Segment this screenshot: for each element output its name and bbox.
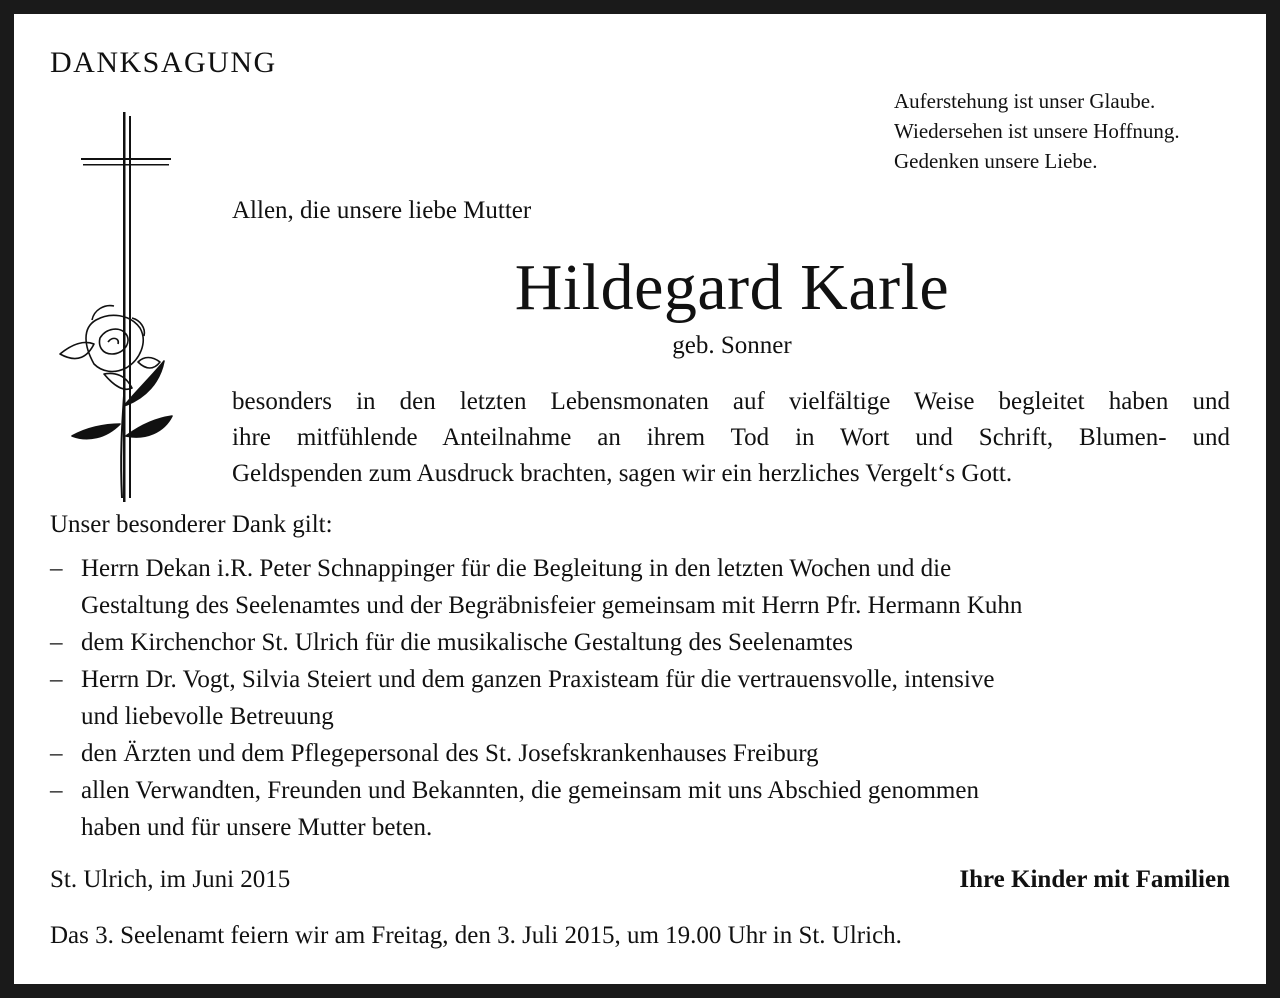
- motto: [894, 86, 1180, 176]
- list-item-line: und liebevolle Betreuung: [81, 703, 334, 730]
- signature: Ihre Kinder mit Familien: [959, 866, 1230, 893]
- list-item-line: Gestaltung des Seelenamtes und der Begräbnisfeier gemeinsam mit Herrn Pfr. Hermann Kuhn: [81, 592, 1023, 619]
- list-item-line: Herrn Dekan i.R. Peter Schnappinger für die Begleitung in den letzten Wochen und die: [81, 555, 952, 582]
- birth-name: geb. Sonner: [672, 332, 792, 359]
- bullet-dash: –: [50, 740, 63, 767]
- list-item-line: Herrn Dr. Vogt, Silvia Steiert und dem ganzen Praxisteam für die vertrauensvolle, intensive: [81, 666, 995, 693]
- motto-line: Wiedersehen ist unsere Hoffnung.: [894, 119, 1180, 143]
- list-item: [50, 624, 1230, 661]
- memorial-mass-notice: Das 3. Seelenamt feiern wir am Freitag, den 3. Juli 2015, um 19.00 Uhr in St. Ulrich.: [50, 922, 902, 949]
- heading: DANKSAGUNG: [50, 46, 277, 79]
- list-item: [50, 661, 1230, 735]
- deceased-name: Hildegard Karle: [514, 251, 950, 324]
- intro-line: Allen, die unsere liebe Mutter: [232, 197, 532, 224]
- bullet-dash: –: [50, 666, 63, 693]
- paragraph-line: ihre mitfühlende Anteilnahme an ihrem Tod in Wort und Schrift, Blumen- und: [232, 424, 1230, 451]
- thanks-paragraph: [232, 384, 1230, 492]
- list-item-line: den Ärzten und dem Pflegepersonal des St. Josefskrankenhauses Freiburg: [81, 740, 819, 767]
- bullet-dash: –: [50, 629, 63, 656]
- rose-icon: [60, 306, 172, 498]
- list-item-line: dem Kirchenchor St. Ulrich für die musikalische Gestaltung des Seelenamtes: [81, 629, 854, 656]
- bullet-dash: –: [50, 555, 63, 582]
- motto-line: Auferstehung ist unser Glaube.: [894, 89, 1156, 113]
- paragraph-line: besonders in den letzten Lebensmonaten auf vielfältige Weise begleitet haben und: [232, 388, 1230, 415]
- cross-icon: [81, 112, 171, 502]
- list-item: [50, 735, 1230, 772]
- bullet-dash: –: [50, 777, 63, 804]
- motto-line: Gedenken unsere Liebe.: [894, 149, 1098, 173]
- thanks-title: Unser besonderer Dank gilt:: [50, 511, 333, 538]
- cross-rose-emblem: [54, 106, 184, 506]
- list-item: [50, 550, 1230, 624]
- obituary-card: [14, 14, 1266, 984]
- thanks-list: [50, 550, 1230, 846]
- list-item-line: haben und für unsere Mutter beten.: [81, 814, 433, 841]
- list-item-line: allen Verwandten, Freunden und Bekannten, die gemeinsam mit uns Abschied genommen: [81, 777, 979, 804]
- place-date: St. Ulrich, im Juni 2015: [50, 866, 291, 893]
- paragraph-line: Geldspenden zum Ausdruck brachten, sagen wir ein herzliches Vergelt‘s Gott.: [232, 460, 1013, 487]
- list-item: [50, 772, 1230, 846]
